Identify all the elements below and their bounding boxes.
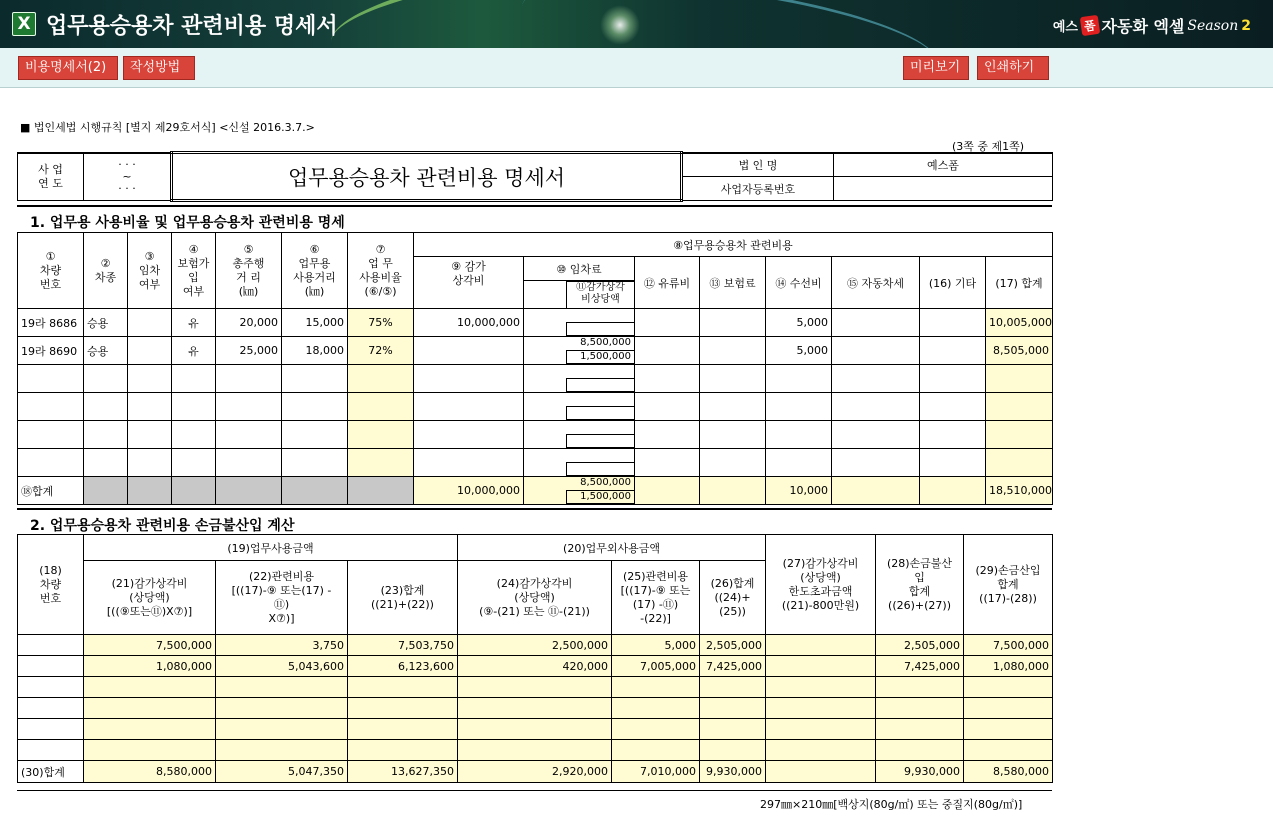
- car-no-cell[interactable]: [18, 365, 84, 393]
- c21-cell: 7,500,000: [84, 635, 216, 656]
- c28-cell: 2,505,000: [876, 635, 964, 656]
- car-no-cell: [18, 698, 84, 719]
- section2-title: 2. 업무용승용차 관련비용 손금불산입 계산: [30, 518, 295, 534]
- total-c21: 8,580,000: [84, 761, 216, 783]
- legal-basis: ■ 법인세법 시행규칙 [별지 제29호서식] <신설 2016.3.7.>: [20, 121, 315, 134]
- insured-cell[interactable]: [172, 393, 216, 421]
- repair-cell[interactable]: [766, 393, 832, 421]
- car-no-cell: [18, 740, 84, 761]
- total-insurance: [700, 477, 766, 505]
- c27-cell: [766, 635, 876, 656]
- c29-cell: [964, 719, 1053, 740]
- c24-cell: [458, 719, 612, 740]
- repair-cell[interactable]: [766, 449, 832, 477]
- rent-value[interactable]: [566, 393, 634, 407]
- app-title: 업무용승용차 관련비용 명세서: [46, 14, 338, 39]
- biz-no-label: 사업자등록번호: [682, 177, 834, 201]
- rent-cell[interactable]: [524, 365, 635, 393]
- total-c26: 9,930,000: [700, 761, 766, 783]
- c29-cell: 7,500,000: [964, 635, 1053, 656]
- table-row: [18, 719, 1053, 740]
- business-km-cell[interactable]: [282, 393, 348, 421]
- header-glow: [600, 5, 640, 45]
- c28-cell: [876, 740, 964, 761]
- header-business-ratio: ⑦ 업 무 사용비율 (⑥/⑤): [348, 233, 414, 309]
- car-type-cell[interactable]: [84, 365, 128, 393]
- c24-cell: 2,500,000: [458, 635, 612, 656]
- header-rent-dep-cell: [524, 281, 635, 309]
- ratio-cell: [348, 365, 414, 393]
- c28-cell: [876, 698, 964, 719]
- repair-cell[interactable]: [766, 421, 832, 449]
- ratio-cell: 75%: [348, 309, 414, 337]
- divider: [17, 790, 1052, 791]
- total-row: [18, 761, 1053, 783]
- repair-cell[interactable]: 5,000: [766, 309, 832, 337]
- depreciation-cell[interactable]: [414, 337, 524, 365]
- rent-dep-value[interactable]: [566, 378, 634, 392]
- total-label: (30)합계: [18, 761, 84, 783]
- rent-value[interactable]: 8,500,000: [580, 337, 631, 348]
- car-type-cell[interactable]: [84, 449, 128, 477]
- c23-cell: [348, 719, 458, 740]
- header-car-tax: ⑮ 자동차세: [832, 257, 920, 309]
- header-fuel: ⑫ 유류비: [635, 257, 700, 309]
- car-tax-cell[interactable]: [832, 393, 920, 421]
- brand-badge: 폼: [1080, 15, 1100, 36]
- c27-cell: [766, 719, 876, 740]
- corp-name-value[interactable]: 예스폼: [834, 153, 1053, 177]
- c24-cell: [458, 698, 612, 719]
- c27-cell: [766, 656, 876, 677]
- c23-cell: [348, 677, 458, 698]
- total-rent-cell: [524, 477, 635, 505]
- fuel-cell[interactable]: [635, 393, 700, 421]
- repair-cell[interactable]: [766, 365, 832, 393]
- total-km-cell[interactable]: [216, 421, 282, 449]
- c24-cell: 420,000: [458, 656, 612, 677]
- insured-cell[interactable]: 유: [172, 337, 216, 365]
- fuel-cell[interactable]: [635, 421, 700, 449]
- c22-cell: [216, 677, 348, 698]
- table-row: [18, 635, 1053, 656]
- depreciation-cell[interactable]: [414, 449, 524, 477]
- car-no-cell[interactable]: [18, 393, 84, 421]
- total-c24: 2,920,000: [458, 761, 612, 783]
- total-km-cell[interactable]: [216, 449, 282, 477]
- total-c28: 9,930,000: [876, 761, 964, 783]
- header-total-km: ⑤ 총주행 거 리 (㎞): [216, 233, 282, 309]
- c25-cell: [612, 698, 700, 719]
- header-rent-dep: ⑪감가상각 비상당액: [566, 281, 634, 308]
- header-c24: (24)감가상각비 (상당액) (⑨-(21) 또는 ⑪-(21)): [458, 561, 612, 635]
- c21-cell: [84, 740, 216, 761]
- other-cell[interactable]: [920, 337, 986, 365]
- repair-cell[interactable]: 5,000: [766, 337, 832, 365]
- c23-cell: [348, 740, 458, 761]
- header-insurance: ⑬ 보험료: [700, 257, 766, 309]
- total-cell: [986, 449, 1053, 477]
- insurance-cell[interactable]: [700, 309, 766, 337]
- c22-cell: [216, 698, 348, 719]
- c22-cell: 3,750: [216, 635, 348, 656]
- divider: [17, 205, 1052, 207]
- grey-cell: [282, 477, 348, 505]
- c27-cell: [766, 677, 876, 698]
- ratio-cell: [348, 421, 414, 449]
- header-repair: ⑭ 수선비: [766, 257, 832, 309]
- header-related-costs: ⑧업무용승용차 관련비용: [414, 233, 1053, 257]
- table-row: [18, 365, 1053, 393]
- total-label: ⑱합계: [18, 477, 84, 505]
- brand-prefix: 예스: [1052, 20, 1078, 35]
- total-car-tax: [832, 477, 920, 505]
- header-c25: (25)관련비용 [((17)-⑨ 또는 (17) -⑪) -(22)]: [612, 561, 700, 635]
- c22-cell: [216, 719, 348, 740]
- total-cell: [986, 365, 1053, 393]
- form-title: 업무용승용차 관련비용 명세서: [172, 153, 682, 201]
- table-row: [18, 449, 1053, 477]
- header-business-amount: (19)업무사용금액: [84, 535, 458, 561]
- divider: [17, 508, 1052, 510]
- c29-cell: [964, 740, 1053, 761]
- c29-cell: [964, 677, 1053, 698]
- ratio-cell: 72%: [348, 337, 414, 365]
- insured-cell[interactable]: [172, 449, 216, 477]
- business-km-cell[interactable]: [282, 421, 348, 449]
- ratio-cell: [348, 449, 414, 477]
- total-cell: [986, 393, 1053, 421]
- c24-cell: [458, 677, 612, 698]
- c26-cell: [700, 698, 766, 719]
- brand-logo: [1053, 14, 1251, 37]
- corp-name-label: 법 인 명: [682, 153, 834, 177]
- total-cell: 8,505,000: [986, 337, 1053, 365]
- fiscal-year-label: 사 업 연 도: [18, 153, 84, 201]
- car-tax-cell[interactable]: [832, 337, 920, 365]
- c26-cell: 7,425,000: [700, 656, 766, 677]
- other-cell[interactable]: [920, 365, 986, 393]
- grey-cell: [128, 477, 172, 505]
- rent-cell[interactable]: [524, 449, 635, 477]
- rent-value[interactable]: [566, 421, 634, 435]
- header-lease: ③ 임차 여부: [128, 233, 172, 309]
- car-type-cell[interactable]: [84, 393, 128, 421]
- c24-cell: [458, 740, 612, 761]
- grey-cell: [172, 477, 216, 505]
- total-total: 18,510,000: [986, 477, 1053, 505]
- total-km-cell[interactable]: 25,000: [216, 337, 282, 365]
- rent-dep-value[interactable]: 1,500,000: [566, 350, 634, 364]
- fuel-cell[interactable]: [635, 365, 700, 393]
- rent-value[interactable]: [566, 309, 634, 323]
- section1-title: 1. 업무용 사용비율 및 업무용승용차 관련비용 명세: [30, 215, 345, 231]
- header-c22: (22)관련비용 [((17)-⑨ 또는(17) - ⑪) Ⅹ⑦)]: [216, 561, 348, 635]
- header-c21: (21)감가상각비 (상당액) [((⑨또는⑪)Ⅹ⑦)]: [84, 561, 216, 635]
- header-other: (16) 기타: [920, 257, 986, 309]
- c25-cell: [612, 677, 700, 698]
- other-cell[interactable]: [920, 393, 986, 421]
- c25-cell: 7,005,000: [612, 656, 700, 677]
- header-depreciation: ⑨ 감가 상각비: [414, 257, 524, 309]
- car-no-cell[interactable]: 19라 8686: [18, 309, 84, 337]
- insurance-cell[interactable]: [700, 337, 766, 365]
- table-row: [18, 677, 1053, 698]
- rent-dep-value[interactable]: [566, 462, 634, 476]
- c28-cell: [876, 677, 964, 698]
- page-info: (3쪽 중 제1쪽): [952, 140, 1025, 153]
- c25-cell: [612, 719, 700, 740]
- how-to-write-button[interactable]: 작성방법: [123, 56, 195, 80]
- car-no-cell[interactable]: [18, 421, 84, 449]
- lease-cell[interactable]: [128, 365, 172, 393]
- other-cell[interactable]: [920, 449, 986, 477]
- car-type-cell[interactable]: 승용: [84, 309, 128, 337]
- total-depreciation: 10,000,000: [414, 477, 524, 505]
- car-no-cell: [18, 635, 84, 656]
- other-cell[interactable]: [920, 421, 986, 449]
- c21-cell: [84, 719, 216, 740]
- total-km-cell[interactable]: [216, 393, 282, 421]
- total-c23: 13,627,350: [348, 761, 458, 783]
- table-row: [18, 656, 1053, 677]
- c22-cell: [216, 740, 348, 761]
- table-row: [18, 421, 1053, 449]
- lease-cell[interactable]: [128, 393, 172, 421]
- total-km-cell[interactable]: [216, 365, 282, 393]
- ratio-cell: [348, 393, 414, 421]
- grey-cell: [84, 477, 128, 505]
- header-insured: ④ 보험가 입 여부: [172, 233, 216, 309]
- grey-cell: [216, 477, 282, 505]
- business-km-cell[interactable]: 18,000: [282, 337, 348, 365]
- car-tax-cell[interactable]: [832, 449, 920, 477]
- c26-cell: 2,505,000: [700, 635, 766, 656]
- header-excess-depreciation: (27)감가상각비 (상당액) 한도초과금액 ((21)-800만원): [766, 535, 876, 635]
- paper-spec-note: 297㎜×210㎜[백상지(80g/㎡) 또는 중질지(80g/㎡)]: [760, 798, 1023, 811]
- rent-cell[interactable]: [524, 309, 635, 337]
- business-km-cell[interactable]: [282, 449, 348, 477]
- c27-cell: [766, 740, 876, 761]
- c26-cell: [700, 719, 766, 740]
- c25-cell: 5,000: [612, 635, 700, 656]
- car-no-cell[interactable]: 19라 8690: [18, 337, 84, 365]
- rent-dep-value[interactable]: [566, 322, 634, 336]
- depreciation-cell[interactable]: 10,000,000: [414, 309, 524, 337]
- preview-button[interactable]: 미리보기: [903, 56, 969, 80]
- grey-cell: [348, 477, 414, 505]
- depreciation-cell[interactable]: [414, 365, 524, 393]
- table-row: [18, 393, 1053, 421]
- c28-cell: 7,425,000: [876, 656, 964, 677]
- c28-cell: [876, 719, 964, 740]
- total-c29: 8,580,000: [964, 761, 1053, 783]
- fuel-cell[interactable]: [635, 309, 700, 337]
- car-no-cell: [18, 677, 84, 698]
- lease-cell[interactable]: [128, 421, 172, 449]
- header-nondeductible-total: (28)손금불산 입 합계 ((26)+(27)): [876, 535, 964, 635]
- c23-cell: 6,123,600: [348, 656, 458, 677]
- fuel-cell[interactable]: [635, 337, 700, 365]
- total-cell: [986, 421, 1053, 449]
- car-tax-cell[interactable]: [832, 309, 920, 337]
- car-tax-cell[interactable]: [832, 421, 920, 449]
- c21-cell: [84, 677, 216, 698]
- section1-table: [17, 232, 1053, 505]
- c23-cell: [348, 698, 458, 719]
- other-cell[interactable]: [920, 309, 986, 337]
- header-decoration: [516, 0, 944, 48]
- total-other: [920, 477, 986, 505]
- header-car-type: ② 차종: [84, 233, 128, 309]
- total-km-cell[interactable]: 20,000: [216, 309, 282, 337]
- form-header-table: [17, 151, 1053, 202]
- c29-cell: [964, 698, 1053, 719]
- c26-cell: [700, 677, 766, 698]
- total-c22: 5,047,350: [216, 761, 348, 783]
- c25-cell: [612, 740, 700, 761]
- insurance-cell[interactable]: [700, 365, 766, 393]
- biz-no-value[interactable]: [834, 177, 1053, 201]
- total-c25: 7,010,000: [612, 761, 700, 783]
- rent-cell[interactable]: [524, 421, 635, 449]
- business-km-cell[interactable]: [282, 365, 348, 393]
- insurance-cell[interactable]: [700, 449, 766, 477]
- depreciation-cell[interactable]: [414, 421, 524, 449]
- c21-cell: 1,080,000: [84, 656, 216, 677]
- c21-cell: [84, 698, 216, 719]
- insured-cell[interactable]: 유: [172, 309, 216, 337]
- insured-cell[interactable]: [172, 365, 216, 393]
- rent-dep-value[interactable]: [566, 434, 634, 448]
- header-nonbusiness-amount: (20)업무외사용금액: [458, 535, 766, 561]
- fiscal-year-value[interactable]: · · · ~ · · ·: [84, 153, 172, 201]
- c22-cell: 5,043,600: [216, 656, 348, 677]
- table-row: [18, 698, 1053, 719]
- total-rent: 8,500,000: [580, 477, 631, 488]
- c26-cell: [700, 740, 766, 761]
- fuel-cell[interactable]: [635, 449, 700, 477]
- print-button[interactable]: 인쇄하기: [977, 56, 1049, 80]
- c27-cell: [766, 698, 876, 719]
- car-type-cell[interactable]: [84, 421, 128, 449]
- total-cell: 10,005,000: [986, 309, 1053, 337]
- brand-season: Season: [1187, 17, 1239, 34]
- table-row: [18, 337, 1053, 365]
- total-c27: [766, 761, 876, 783]
- insurance-cell[interactable]: [700, 393, 766, 421]
- car-no-cell[interactable]: [18, 449, 84, 477]
- header-deductible-total: (29)손금산입 합계 ((17)-(28)): [964, 535, 1053, 635]
- table-row: [18, 309, 1053, 337]
- lease-cell[interactable]: [128, 337, 172, 365]
- brand-season-number: 2: [1241, 17, 1251, 34]
- total-row: [18, 477, 1053, 505]
- insured-cell[interactable]: [172, 421, 216, 449]
- header-rent: ⑩ 임차료: [524, 257, 635, 281]
- section2-table: [17, 534, 1053, 783]
- lease-cell[interactable]: [128, 449, 172, 477]
- header-c23: (23)합계 ((21)+(22)): [348, 561, 458, 635]
- lease-cell[interactable]: [128, 309, 172, 337]
- header-car-no: ① 차량 번호: [18, 233, 84, 309]
- depreciation-cell[interactable]: [414, 393, 524, 421]
- rent-value[interactable]: [566, 365, 634, 379]
- total-repair: 10,000: [766, 477, 832, 505]
- car-no-cell: [18, 656, 84, 677]
- rent-cell[interactable]: [524, 393, 635, 421]
- rent-value[interactable]: [566, 449, 634, 463]
- expense-statement-2-button[interactable]: 비용명세서(2): [18, 56, 118, 80]
- rent-dep-value[interactable]: [566, 406, 634, 420]
- brand-name: 자동화 엑셀: [1101, 17, 1185, 36]
- car-type-cell[interactable]: 승용: [84, 337, 128, 365]
- c29-cell: 1,080,000: [964, 656, 1053, 677]
- toolbar: [0, 48, 1273, 88]
- c23-cell: 7,503,750: [348, 635, 458, 656]
- total-fuel: [635, 477, 700, 505]
- header-business-km: ⑥ 업무용 사용거리 (㎞): [282, 233, 348, 309]
- car-no-cell: [18, 719, 84, 740]
- header-total: (17) 합계: [986, 257, 1053, 309]
- insurance-cell[interactable]: [700, 421, 766, 449]
- rent-cell[interactable]: [524, 337, 635, 365]
- car-tax-cell[interactable]: [832, 365, 920, 393]
- total-rent-dep: 1,500,000: [566, 490, 634, 504]
- header-c26: (26)합계 ((24)+(25)): [700, 561, 766, 635]
- table-row: [18, 740, 1053, 761]
- business-km-cell[interactable]: 15,000: [282, 309, 348, 337]
- excel-icon: X: [12, 12, 36, 36]
- header-car-no: (18) 차량 번호: [18, 535, 84, 635]
- app-header: [0, 0, 1273, 48]
